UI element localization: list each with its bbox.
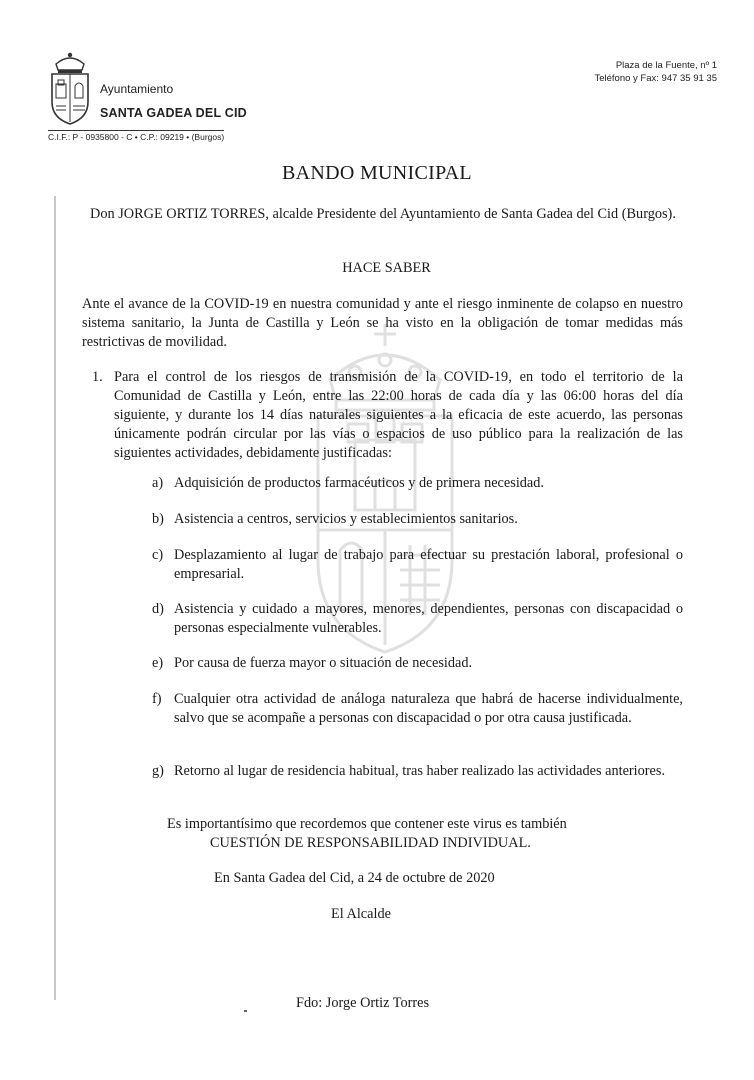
tax-id-postal-code: C.I.F.: P - 0935800 - C • C.P.: 09219 • (Burgos) (48, 132, 225, 142)
place-and-date: En Santa Gadea del Cid, a 24 de octubre de 2020 (214, 870, 495, 886)
municipal-crest-icon (48, 50, 92, 126)
subitem-letter: a) (152, 475, 164, 491)
subitem-text: Por causa de fuerza mayor o situación de necesidad. (174, 655, 473, 671)
subitem-text: Retorno al lugar de residencia habitual, tras haber realizado las actividades anteriores. (174, 763, 666, 779)
closing-line: Es importantísimo que recordemos que contener este virus es también (167, 816, 567, 832)
subitem-text: Desplazamiento al lugar de trabajo para efectuar su prestación laboral, profesional o empresarial. (174, 547, 683, 582)
subitem-letter: c) (152, 547, 164, 563)
item-number: 1. (92, 369, 103, 385)
signature-line: Fdo: Jorge Ortiz Torres (296, 995, 430, 1011)
subitem-letter: g) (152, 763, 164, 779)
intro-paragraph: Don JORGE ORTIZ TORRES, alcalde Presidente del Ayuntamiento de Santa Gadea del Cid (Burgos). (90, 206, 676, 222)
hace-saber-heading: HACE SABER (342, 260, 431, 276)
closing-emphasis: CUESTIÓN DE RESPONSABILIDAD INDIVIDUAL. (210, 835, 531, 851)
subitem-letter: e) (152, 655, 164, 671)
subitem-text: Cualquier otra actividad de análoga naturaleza que habrá de hacerse individualmente, salvo que se acompañe a personas con discapacidad o por otra causa justificada. (174, 691, 683, 726)
letterhead-address (594, 59, 717, 85)
letterhead-divider (48, 130, 224, 131)
organization-name: Ayuntamiento (100, 82, 174, 96)
subitem-text: Asistencia y cuidado a mayores, menores, dependientes, personas con discapacidad o personas especialmente vulnerables. (174, 601, 683, 636)
scan-mark (244, 1010, 247, 1012)
subitem-letter: f) (152, 691, 162, 707)
subitem-letter: b) (152, 511, 164, 527)
address-phone-fax: Teléfono y Fax: 947 35 91 35 (594, 73, 717, 84)
subitem-text: Adquisición de productos farmacéuticos y de primera necesidad. (174, 475, 545, 491)
preamble-paragraph: Ante el avance de la COVID-19 en nuestra comunidad y ante el riesgo inminente de colapso en nuestro sistema sanitario, la Junta de Castilla y León se ha visto en la obligación de tomar medidas más restrictivas de movilidad. (82, 296, 683, 350)
left-margin-line (54, 196, 56, 1000)
document-title: BANDO MUNICIPAL (282, 162, 472, 184)
item-1-text: Para el control de los riesgos de transmisión de la COVID-19, en todo el territorio de la Comunidad de Castilla y León, entre las 22:00 horas de cada día y las 06:00 horas del día siguiente, y durante los 14 días naturales siguientes a la eficacia de este acuerdo, las personas únicamente podrán circular por las vías o espacios de uso público para la realización de las siguientes actividades, debidamente justificadas: (114, 369, 683, 461)
subitem-text: Asistencia a centros, servicios y establecimientos sanitarios. (174, 511, 518, 527)
signer-title: El Alcalde (331, 906, 391, 922)
subitem-letter: d) (152, 601, 164, 617)
address-street: Plaza de la Fuente, nº 1 (615, 60, 717, 71)
municipality-name: SANTA GADEA DEL CID (100, 106, 247, 120)
